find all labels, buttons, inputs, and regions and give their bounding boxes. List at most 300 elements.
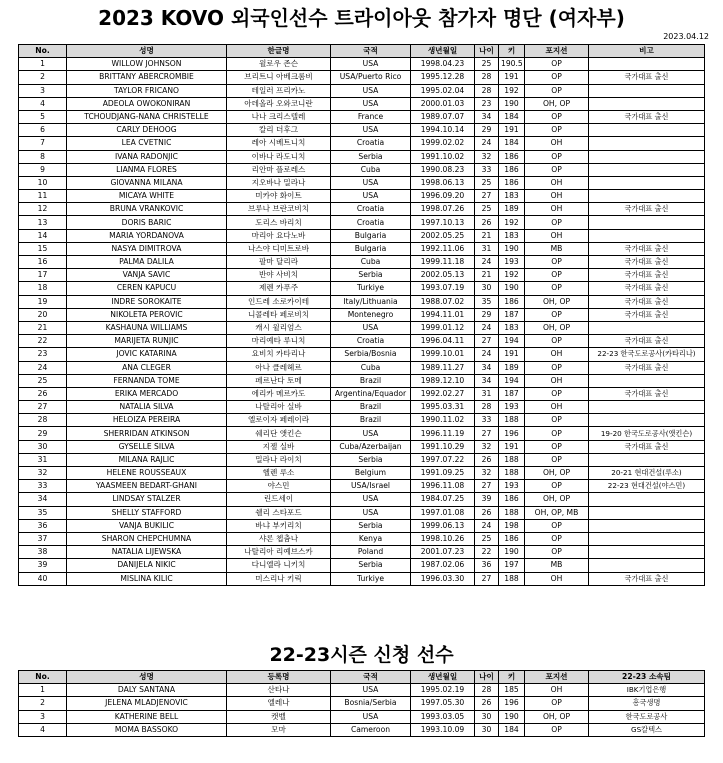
table-cell: 22-23 한국도로공사(카타리나) bbox=[589, 348, 705, 361]
table-cell: 27 bbox=[475, 480, 499, 493]
table-cell: 페르난다 토메 bbox=[227, 374, 331, 387]
table-cell: 190.5 bbox=[499, 58, 525, 71]
table-cell: Montenegro bbox=[331, 308, 411, 321]
table-cell: 36 bbox=[19, 519, 67, 532]
table-row bbox=[19, 58, 705, 71]
table-cell: OH, OP bbox=[525, 321, 589, 334]
table-cell: France bbox=[331, 110, 411, 123]
table-cell: OH, OP bbox=[525, 295, 589, 308]
table-cell: 28 bbox=[475, 84, 499, 97]
table-cell: 23 bbox=[475, 97, 499, 110]
table-cell: DORIS BARIC bbox=[67, 216, 227, 229]
table-cell: OP bbox=[525, 697, 589, 710]
table-cell: 1997.07.22 bbox=[411, 453, 475, 466]
table-cell: MOMA BASSOKO bbox=[67, 723, 227, 736]
table-cell: 24 bbox=[475, 519, 499, 532]
table-cell: NATALIA LIJEWSKA bbox=[67, 546, 227, 559]
table-row bbox=[19, 697, 705, 710]
table-cell: OP bbox=[525, 427, 589, 440]
table-cell: 1998.06.13 bbox=[411, 176, 475, 189]
table-cell: 1995.02.04 bbox=[411, 84, 475, 97]
table-cell: 1987.02.06 bbox=[411, 559, 475, 572]
table-cell: 27 bbox=[475, 427, 499, 440]
table-row bbox=[19, 453, 705, 466]
table-cell: 35 bbox=[19, 506, 67, 519]
table-cell: VANJA BUKILIC bbox=[67, 519, 227, 532]
table-cell: 6 bbox=[19, 124, 67, 137]
table-cell: OH bbox=[525, 137, 589, 150]
table-row bbox=[19, 361, 705, 374]
table-cell: INDRE SOROKAITE bbox=[67, 295, 227, 308]
table-cell: 192 bbox=[499, 269, 525, 282]
table-row bbox=[19, 440, 705, 453]
table-cell: 2002.05.25 bbox=[411, 229, 475, 242]
table-cell: MARIJETA RUNJIC bbox=[67, 335, 227, 348]
table-cell: HELENE ROUSSEAUX bbox=[67, 467, 227, 480]
table-cell: 1999.11.18 bbox=[411, 256, 475, 269]
table-cell: Bulgaria bbox=[331, 229, 411, 242]
column-header: No. bbox=[19, 45, 67, 58]
table-cell: 20 bbox=[19, 308, 67, 321]
table-cell: 38 bbox=[19, 546, 67, 559]
table-cell: 25 bbox=[19, 374, 67, 387]
table-cell: Italy/Lithuania bbox=[331, 295, 411, 308]
table-cell: 4 bbox=[19, 723, 67, 736]
table-cell: 188 bbox=[499, 506, 525, 519]
table-cell: Croatia bbox=[331, 216, 411, 229]
table-cell: Brazil bbox=[331, 401, 411, 414]
table-cell: 린드세이 bbox=[227, 493, 331, 506]
table-cell bbox=[589, 176, 705, 189]
table-cell: 국가대표 출신 bbox=[589, 361, 705, 374]
table-cell: 17 bbox=[19, 269, 67, 282]
column-header: 나이 bbox=[475, 45, 499, 58]
table-row bbox=[19, 546, 705, 559]
table-cell: OH bbox=[525, 374, 589, 387]
table-row bbox=[19, 216, 705, 229]
table-cell: 아데올라 오와코니란 bbox=[227, 97, 331, 110]
table-cell: 한국도로공사 bbox=[589, 710, 705, 723]
table-cell: OP bbox=[525, 414, 589, 427]
table-cell: 24 bbox=[475, 256, 499, 269]
table-cell: 32 bbox=[19, 467, 67, 480]
table-cell: 191 bbox=[499, 71, 525, 84]
table-cell bbox=[589, 559, 705, 572]
table-cell: 184 bbox=[499, 723, 525, 736]
table-header-row bbox=[19, 45, 705, 58]
table-cell: 브리트니 아베크롬비 bbox=[227, 71, 331, 84]
table-cell: 191 bbox=[499, 124, 525, 137]
table-cell: 193 bbox=[499, 480, 525, 493]
table-cell: 40 bbox=[19, 572, 67, 585]
table-cell: 29 bbox=[475, 124, 499, 137]
table-cell: 2 bbox=[19, 71, 67, 84]
table-cell: 184 bbox=[499, 110, 525, 123]
table-cell: 도리스 바리치 bbox=[227, 216, 331, 229]
table-cell: IVANA RADONJIC bbox=[67, 150, 227, 163]
table-cell: OP bbox=[525, 453, 589, 466]
table-cell: LINDSAY STALZER bbox=[67, 493, 227, 506]
table-cell: GIOVANNA MILANA bbox=[67, 176, 227, 189]
table-cell: 다니엘라 니키치 bbox=[227, 559, 331, 572]
table-cell: 2001.07.23 bbox=[411, 546, 475, 559]
table-cell: 국가대표 출신 bbox=[589, 203, 705, 216]
table-cell: 리안마 플로레스 bbox=[227, 163, 331, 176]
table-cell: 12 bbox=[19, 203, 67, 216]
table-cell: 186 bbox=[499, 163, 525, 176]
table-cell: 27 bbox=[475, 190, 499, 203]
table-cell: DANIJELA NIKIC bbox=[67, 559, 227, 572]
table-cell: 나스야 디미트로바 bbox=[227, 242, 331, 255]
table-cell: MILANA RAJLIC bbox=[67, 453, 227, 466]
table-cell: 191 bbox=[499, 440, 525, 453]
table-cell: MARIA YORDANOVA bbox=[67, 229, 227, 242]
table-cell: 28 bbox=[19, 414, 67, 427]
table-cell: 1 bbox=[19, 58, 67, 71]
table-row bbox=[19, 190, 705, 203]
table-cell: 185 bbox=[499, 684, 525, 697]
table-cell: 26 bbox=[475, 506, 499, 519]
table-cell: 1991.10.29 bbox=[411, 440, 475, 453]
table-cell: Kenya bbox=[331, 532, 411, 545]
column-header: 등록명 bbox=[227, 671, 331, 684]
table-cell: 1997.01.08 bbox=[411, 506, 475, 519]
table-cell: OH bbox=[525, 229, 589, 242]
table-cell: PALMA DALILA bbox=[67, 256, 227, 269]
table-cell: 1996.11.08 bbox=[411, 480, 475, 493]
table-header-row bbox=[19, 671, 705, 684]
table-cell: OP bbox=[525, 361, 589, 374]
table-cell: 34 bbox=[475, 374, 499, 387]
table-cell: 20-21 현대건설(루소) bbox=[589, 467, 705, 480]
table-row bbox=[19, 256, 705, 269]
table-cell: HELOIZA PEREIRA bbox=[67, 414, 227, 427]
table-cell: OP bbox=[525, 269, 589, 282]
table-cell: Croatia bbox=[331, 137, 411, 150]
table-cell: 19-20 한국도로공사(앳킨슨) bbox=[589, 427, 705, 440]
table-cell bbox=[589, 97, 705, 110]
table-cell: 브루나 브란코비치 bbox=[227, 203, 331, 216]
table-cell: 국가대표 출신 bbox=[589, 387, 705, 400]
table-cell: 30 bbox=[475, 282, 499, 295]
table-cell: 1999.02.02 bbox=[411, 137, 475, 150]
table-cell: 32 bbox=[475, 150, 499, 163]
table-cell: 국가대표 출신 bbox=[589, 308, 705, 321]
table-cell bbox=[589, 84, 705, 97]
table-cell: 엘레나 bbox=[227, 697, 331, 710]
table-row bbox=[19, 295, 705, 308]
column-header: 22-23 소속팀 bbox=[589, 671, 705, 684]
table-row bbox=[19, 493, 705, 506]
table-cell: 8 bbox=[19, 150, 67, 163]
table-cell: 34 bbox=[475, 110, 499, 123]
table-cell: 31 bbox=[475, 387, 499, 400]
table-cell: 제렌 카푸주 bbox=[227, 282, 331, 295]
table-cell: KASHAUNA WILLIAMS bbox=[67, 321, 227, 334]
table-cell: 1993.07.19 bbox=[411, 282, 475, 295]
table-cell: SHARON CHEPCHUMNA bbox=[67, 532, 227, 545]
table-cell: LIANMA FLORES bbox=[67, 163, 227, 176]
table-cell: 35 bbox=[475, 295, 499, 308]
table-cell: OH bbox=[525, 401, 589, 414]
table-cell bbox=[589, 546, 705, 559]
table-cell: 1997.05.30 bbox=[411, 697, 475, 710]
table-cell: IBK기업은행 bbox=[589, 684, 705, 697]
table-cell: USA bbox=[331, 427, 411, 440]
table-cell: 마리아 요다노바 bbox=[227, 229, 331, 242]
table-cell: 186 bbox=[499, 150, 525, 163]
table-cell: JOVIC KATARINA bbox=[67, 348, 227, 361]
table-cell bbox=[589, 58, 705, 71]
table-cell: 지오바나 밀라나 bbox=[227, 176, 331, 189]
table-cell: 197 bbox=[499, 559, 525, 572]
table-cell: 25 bbox=[475, 203, 499, 216]
column-header: 포지션 bbox=[525, 45, 589, 58]
table-cell: 3 bbox=[19, 84, 67, 97]
table-cell: Turkiye bbox=[331, 282, 411, 295]
table-cell: 국가대표 출신 bbox=[589, 242, 705, 255]
table-cell: 19 bbox=[19, 295, 67, 308]
table-cell: 엘로이자 페레이라 bbox=[227, 414, 331, 427]
table-cell: 테일러 프리카노 bbox=[227, 84, 331, 97]
table-cell: ADEOLA OWOKONIRAN bbox=[67, 97, 227, 110]
table-cell: 반야 사비치 bbox=[227, 269, 331, 282]
table-cell: 190 bbox=[499, 282, 525, 295]
table-cell bbox=[589, 321, 705, 334]
table-row bbox=[19, 519, 705, 532]
table-cell: Serbia bbox=[331, 453, 411, 466]
table-cell: 1988.07.02 bbox=[411, 295, 475, 308]
table-cell: OP bbox=[525, 335, 589, 348]
table-cell: 1995.03.31 bbox=[411, 401, 475, 414]
table-cell: 1989.12.10 bbox=[411, 374, 475, 387]
table-cell: 187 bbox=[499, 308, 525, 321]
table-cell: 21 bbox=[475, 229, 499, 242]
table-cell bbox=[589, 493, 705, 506]
table-cell: 196 bbox=[499, 427, 525, 440]
table-cell: OH bbox=[525, 572, 589, 585]
table-row bbox=[19, 427, 705, 440]
table-cell: 22 bbox=[475, 546, 499, 559]
table-cell: OP bbox=[525, 216, 589, 229]
table-cell: 1993.03.05 bbox=[411, 710, 475, 723]
table-cell: 1998.10.26 bbox=[411, 532, 475, 545]
column-header: 한글명 bbox=[227, 45, 331, 58]
table-cell: OP bbox=[525, 440, 589, 453]
table-cell: 캐시 윌리엄스 bbox=[227, 321, 331, 334]
table-cell: Cuba/Azerbaijan bbox=[331, 440, 411, 453]
table-cell: 186 bbox=[499, 532, 525, 545]
table-cell: Serbia bbox=[331, 269, 411, 282]
table-cell: 24 bbox=[475, 321, 499, 334]
column-header: No. bbox=[19, 671, 67, 684]
table-cell: YAASMEEN BEDART-GHANI bbox=[67, 480, 227, 493]
column-header: 성명 bbox=[67, 671, 227, 684]
table-cell: 25 bbox=[475, 176, 499, 189]
table-row bbox=[19, 124, 705, 137]
table-cell: BRUNA VRANKOVIC bbox=[67, 203, 227, 216]
table-cell: 29 bbox=[475, 308, 499, 321]
table-cell: 37 bbox=[19, 532, 67, 545]
table-cell: Serbia bbox=[331, 150, 411, 163]
table-cell: OP bbox=[525, 110, 589, 123]
table-cell: OH bbox=[525, 176, 589, 189]
column-header: 키 bbox=[499, 671, 525, 684]
table-row bbox=[19, 203, 705, 216]
table-cell: ERIKA MERCADO bbox=[67, 387, 227, 400]
table-cell: 187 bbox=[499, 387, 525, 400]
column-header: 키 bbox=[499, 45, 525, 58]
table-cell: 21 bbox=[19, 321, 67, 334]
table-cell: 1994.10.14 bbox=[411, 124, 475, 137]
table-cell: 11 bbox=[19, 190, 67, 203]
table-cell: USA bbox=[331, 710, 411, 723]
table-cell: 190 bbox=[499, 242, 525, 255]
table-cell: 흥국생명 bbox=[589, 697, 705, 710]
table-cell: OP bbox=[525, 150, 589, 163]
table-cell: 193 bbox=[499, 256, 525, 269]
table-cell: 31 bbox=[19, 453, 67, 466]
table-cell: OH bbox=[525, 203, 589, 216]
table-cell: 189 bbox=[499, 203, 525, 216]
table-cell bbox=[589, 532, 705, 545]
table-cell: 192 bbox=[499, 84, 525, 97]
table-row bbox=[19, 269, 705, 282]
table-row bbox=[19, 467, 705, 480]
table-cell: 196 bbox=[499, 697, 525, 710]
table-cell: 니콜레타 페로비치 bbox=[227, 308, 331, 321]
document-date: 2023.04.12 bbox=[663, 32, 709, 41]
table-cell: OH, OP bbox=[525, 97, 589, 110]
table-cell: 칼리 더후그 bbox=[227, 124, 331, 137]
table-cell: 1995.02.19 bbox=[411, 684, 475, 697]
table-cell: USA/Israel bbox=[331, 480, 411, 493]
table-row bbox=[19, 480, 705, 493]
table-cell: USA bbox=[331, 84, 411, 97]
table-cell: OH bbox=[525, 684, 589, 697]
table-cell: 184 bbox=[499, 137, 525, 150]
table-cell: 24 bbox=[19, 361, 67, 374]
table-cell: 188 bbox=[499, 467, 525, 480]
table-row bbox=[19, 414, 705, 427]
table-cell: OP bbox=[525, 308, 589, 321]
table-cell: 아나 클레헤르 bbox=[227, 361, 331, 374]
table-cell: 요비치 카타리나 bbox=[227, 348, 331, 361]
table-cell: 1996.09.20 bbox=[411, 190, 475, 203]
table-cell: OP bbox=[525, 84, 589, 97]
table-row bbox=[19, 110, 705, 123]
table-cell: NIKOLETA PEROVIC bbox=[67, 308, 227, 321]
table-cell: Cuba bbox=[331, 256, 411, 269]
column-header: 국적 bbox=[331, 671, 411, 684]
table-cell: 30 bbox=[475, 710, 499, 723]
table-cell: 22 bbox=[19, 335, 67, 348]
table-cell: 14 bbox=[19, 229, 67, 242]
table-cell: 188 bbox=[499, 572, 525, 585]
table-cell: KATHERINE BELL bbox=[67, 710, 227, 723]
table-cell: Brazil bbox=[331, 414, 411, 427]
table-cell: MB bbox=[525, 559, 589, 572]
table-cell: GS칼텍스 bbox=[589, 723, 705, 736]
table-cell: 1989.07.07 bbox=[411, 110, 475, 123]
table-cell: OP bbox=[525, 519, 589, 532]
table-cell: TAYLOR FRICANO bbox=[67, 84, 227, 97]
table-row bbox=[19, 374, 705, 387]
table-cell: 183 bbox=[499, 190, 525, 203]
table-cell: Cuba bbox=[331, 163, 411, 176]
table-cell: 나탈리아 실바 bbox=[227, 401, 331, 414]
table-cell: 1999.06.13 bbox=[411, 519, 475, 532]
table-cell: 1996.03.30 bbox=[411, 572, 475, 585]
table-cell: 1 bbox=[19, 684, 67, 697]
table-cell: 34 bbox=[19, 493, 67, 506]
table-cell: OP bbox=[525, 124, 589, 137]
table-cell: 에리카 메르카도 bbox=[227, 387, 331, 400]
table-cell: OH, OP bbox=[525, 710, 589, 723]
table-cell: JELENA MLADJENOVIC bbox=[67, 697, 227, 710]
table-cell: 인드레 소로카이테 bbox=[227, 295, 331, 308]
table-cell bbox=[589, 190, 705, 203]
table-cell: USA bbox=[331, 493, 411, 506]
table-cell: 27 bbox=[475, 335, 499, 348]
table-cell: 나탈리아 리예브스카 bbox=[227, 546, 331, 559]
table-cell: 190 bbox=[499, 546, 525, 559]
table-cell: 27 bbox=[475, 572, 499, 585]
column-header: 나이 bbox=[475, 671, 499, 684]
table-row bbox=[19, 532, 705, 545]
table-row bbox=[19, 308, 705, 321]
table-cell: NATALIA SILVA bbox=[67, 401, 227, 414]
table-cell: 1992.02.27 bbox=[411, 387, 475, 400]
table-cell: 1999.01.12 bbox=[411, 321, 475, 334]
table-cell: 33 bbox=[475, 414, 499, 427]
table-cell: Serbia bbox=[331, 559, 411, 572]
table-cell: OP bbox=[525, 71, 589, 84]
table-cell: 1997.10.13 bbox=[411, 216, 475, 229]
table-cell: 캣벨 bbox=[227, 710, 331, 723]
table-row bbox=[19, 572, 705, 585]
table-cell: 26 bbox=[475, 453, 499, 466]
table-cell: 1999.10.01 bbox=[411, 348, 475, 361]
table-cell: 헬렌 루소 bbox=[227, 467, 331, 480]
table-cell: 윌로우 존슨 bbox=[227, 58, 331, 71]
table-cell: OP bbox=[525, 723, 589, 736]
table-cell: 39 bbox=[475, 493, 499, 506]
table-cell: Poland bbox=[331, 546, 411, 559]
table-cell: OH, OP bbox=[525, 467, 589, 480]
table-cell bbox=[589, 124, 705, 137]
table-cell bbox=[589, 506, 705, 519]
table-cell: 1992.11.06 bbox=[411, 242, 475, 255]
table-cell: 23 bbox=[19, 348, 67, 361]
table-cell: 28 bbox=[475, 401, 499, 414]
table-cell: USA bbox=[331, 124, 411, 137]
table-cell: FERNANDA TOME bbox=[67, 374, 227, 387]
table-cell: 39 bbox=[19, 559, 67, 572]
table-row bbox=[19, 242, 705, 255]
table-cell: 국가대표 출신 bbox=[589, 295, 705, 308]
table-cell: 1991.10.02 bbox=[411, 150, 475, 163]
table-cell: 미스리나 키릭 bbox=[227, 572, 331, 585]
table-cell: 1984.07.25 bbox=[411, 493, 475, 506]
table-cell: 190 bbox=[499, 710, 525, 723]
table-cell: 32 bbox=[475, 440, 499, 453]
table-cell: OP bbox=[525, 282, 589, 295]
table-cell: 31 bbox=[475, 242, 499, 255]
table-cell: 이바나 라도니치 bbox=[227, 150, 331, 163]
table-cell: USA bbox=[331, 506, 411, 519]
table-cell: OH, OP, MB bbox=[525, 506, 589, 519]
